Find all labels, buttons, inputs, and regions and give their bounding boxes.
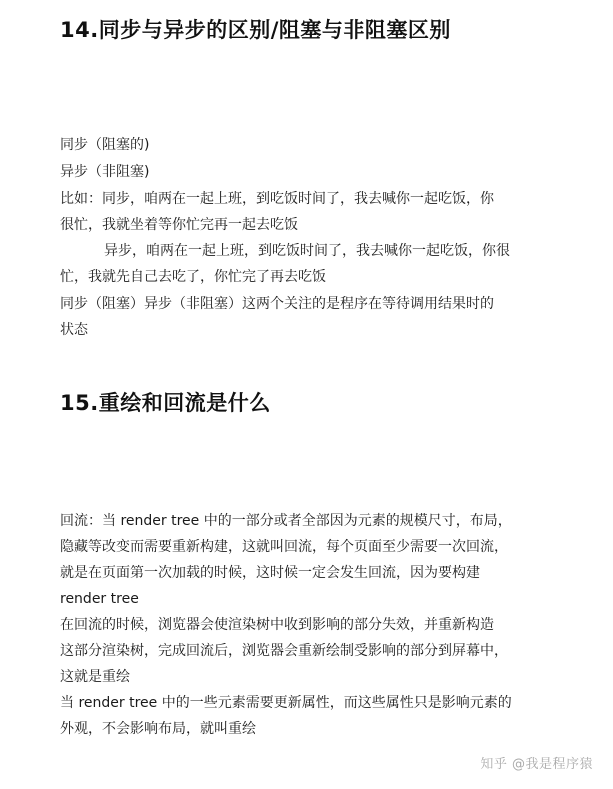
section-14-line-5: 异步，咱两在一起上班，到吃饭时间了，我去喊你一起吃饭，你很: [104, 243, 510, 259]
section-14-line-2: 异步（非阻塞): [60, 164, 150, 180]
section-15-line-1: 回流：当 render tree 中的一部分或者全部因为元素的规模尺寸，布局，: [60, 513, 512, 529]
section-14-line-7: 同步（阻塞）异步（非阻塞）这两个关注的是程序在等待调用结果时的: [60, 296, 494, 312]
section-14-line-8: 状态: [60, 322, 88, 338]
zhihu-watermark: 知乎 @我是程序猿: [480, 757, 593, 772]
section-15-line-9: 外观，不会影响布局，就叫重绘: [60, 721, 256, 737]
section-15-line-4: render tree: [60, 591, 139, 607]
section-15-line-7: 这就是重绘: [60, 669, 130, 685]
section-15-line-3: 就是在页面第一次加载的时候，这时候一定会发生回流，因为要构建: [60, 565, 480, 581]
section-15-line-2: 隐藏等改变而需要重新构建，这就叫回流，每个页面至少需要一次回流，: [60, 539, 508, 555]
section-15-line-8: 当 render tree 中的一些元素需要更新属性，而这些属性只是影响元素的: [60, 695, 512, 711]
section-14-line-1: 同步（阻塞的): [60, 137, 150, 153]
section-15-heading: 15.重绘和回流是什么: [60, 391, 271, 415]
section-14-heading: 14.同步与异步的区别/阻塞与非阻塞区别: [60, 18, 451, 42]
section-15-line-6: 这部分渲染树，完成回流后，浏览器会重新绘制受影响的部分到屏幕中，: [60, 643, 508, 659]
section-14-line-4: 很忙，我就坐着等你忙完再一起去吃饭: [60, 217, 298, 233]
section-15-line-5: 在回流的时候，浏览器会使渲染树中收到影响的部分失效，并重新构造: [60, 617, 494, 633]
section-14-line-6: 忙，我就先自己去吃了，你忙完了再去吃饭: [60, 269, 326, 285]
section-14-line-3: 比如：同步，咱两在一起上班，到吃饭时间了，我去喊你一起吃饭，你: [60, 191, 494, 207]
